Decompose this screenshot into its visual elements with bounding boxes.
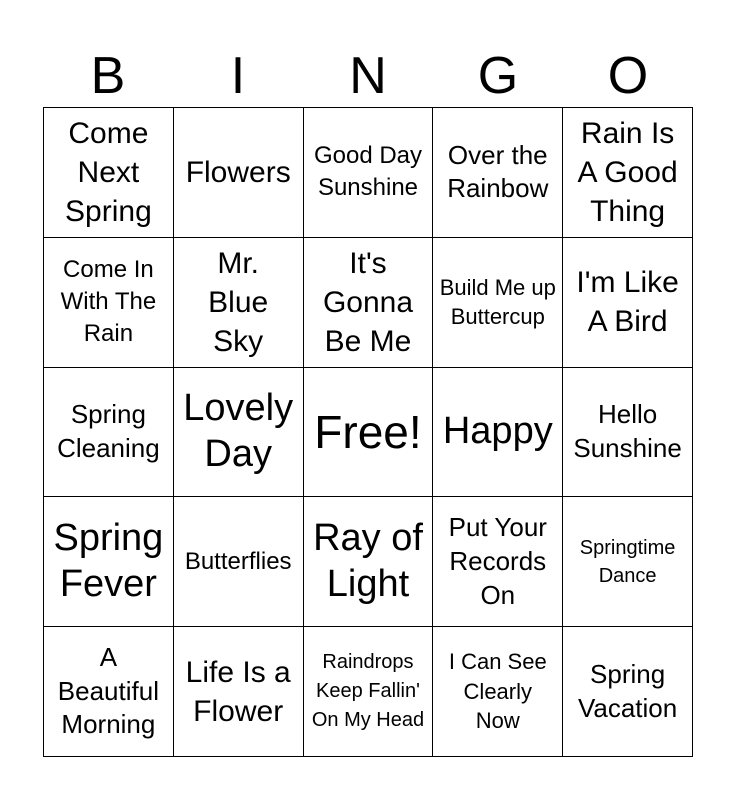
- bingo-cell-r1c1[interactable]: [44, 108, 174, 238]
- bingo-cell-r4c5[interactable]: [563, 497, 693, 627]
- cell-label: Butterflies: [184, 547, 292, 575]
- header-letter-n: N: [349, 47, 387, 105]
- cell-label: Build Me up Buttercup: [439, 274, 556, 330]
- cell-label: Spring Fever: [53, 517, 164, 605]
- bingo-cell-r2c5[interactable]: [563, 238, 693, 368]
- bingo-cell-r5c3[interactable]: [304, 627, 434, 757]
- bingo-cell-r4c1[interactable]: [44, 497, 174, 627]
- cell-label: Raindrops Keep Fallin' On My Head: [311, 651, 425, 732]
- header-letter-g: G: [477, 47, 519, 105]
- bingo-cell-r5c5[interactable]: [563, 627, 693, 757]
- bingo-cell-r2c4[interactable]: [433, 238, 563, 368]
- bingo-board: [43, 107, 693, 757]
- bingo-cell-r3c2[interactable]: [174, 368, 304, 498]
- bingo-cell-r1c5[interactable]: [563, 108, 693, 238]
- cell-label: Rain Is A Good Thing: [577, 116, 678, 228]
- cell-label: Over the Rainbow: [447, 139, 549, 204]
- cell-label: Lovely Day: [183, 387, 294, 475]
- cell-label: I Can See Clearly Now: [448, 649, 547, 734]
- bingo-cell-r1c2[interactable]: [174, 108, 304, 238]
- cell-label: Put Your Records On: [448, 512, 547, 610]
- cell-label: Free!: [314, 405, 422, 458]
- bingo-cell-r2c2[interactable]: [174, 238, 304, 368]
- bingo-cell-r2c3[interactable]: [304, 238, 434, 368]
- bingo-cell-r3c1[interactable]: [44, 368, 174, 498]
- bingo-cell-r5c1[interactable]: [44, 627, 174, 757]
- cell-label: Good Day Sunshine: [313, 142, 423, 202]
- cell-label: Hello Sunshine: [573, 399, 682, 463]
- cell-label: Ray of Light: [313, 517, 423, 605]
- bingo-cell-r1c3[interactable]: [304, 108, 434, 238]
- header-letter-o: O: [607, 47, 649, 105]
- cell-label: Life Is a Flower: [185, 655, 291, 728]
- cell-label: Mr. Blue Sky: [208, 246, 269, 358]
- bingo-cell-r5c2[interactable]: [174, 627, 304, 757]
- cell-label: A Beautiful Morning: [57, 641, 159, 740]
- cell-label: Flowers: [185, 155, 291, 189]
- cell-label: Spring Vacation: [577, 658, 678, 723]
- cell-label: I'm Like A Bird: [576, 266, 679, 339]
- bingo-cell-r4c2[interactable]: [174, 497, 304, 627]
- cell-label: Happy: [442, 410, 553, 453]
- cell-label: Springtime Dance: [579, 536, 676, 587]
- header-letter-b: B: [90, 47, 126, 105]
- bingo-cell-r4c4[interactable]: [433, 497, 563, 627]
- bingo-cell-r3c5[interactable]: [563, 368, 693, 498]
- header-letter-i: I: [230, 47, 246, 105]
- bingo-cell-r3c3[interactable]: [304, 368, 434, 498]
- cell-label: Come Next Spring: [65, 116, 152, 228]
- bingo-header: [43, 44, 693, 108]
- bingo-cell-r3c4[interactable]: [433, 368, 563, 498]
- bingo-cell-r1c4[interactable]: [433, 108, 563, 238]
- cell-label: It's Gonna Be Me: [322, 246, 414, 358]
- bingo-cell-r4c3[interactable]: [304, 497, 434, 627]
- cell-label: Spring Cleaning: [57, 399, 160, 463]
- cell-label: Come In With The Rain: [60, 255, 157, 348]
- bingo-cell-r5c4[interactable]: [433, 627, 563, 757]
- bingo-cell-r2c1[interactable]: [44, 238, 174, 368]
